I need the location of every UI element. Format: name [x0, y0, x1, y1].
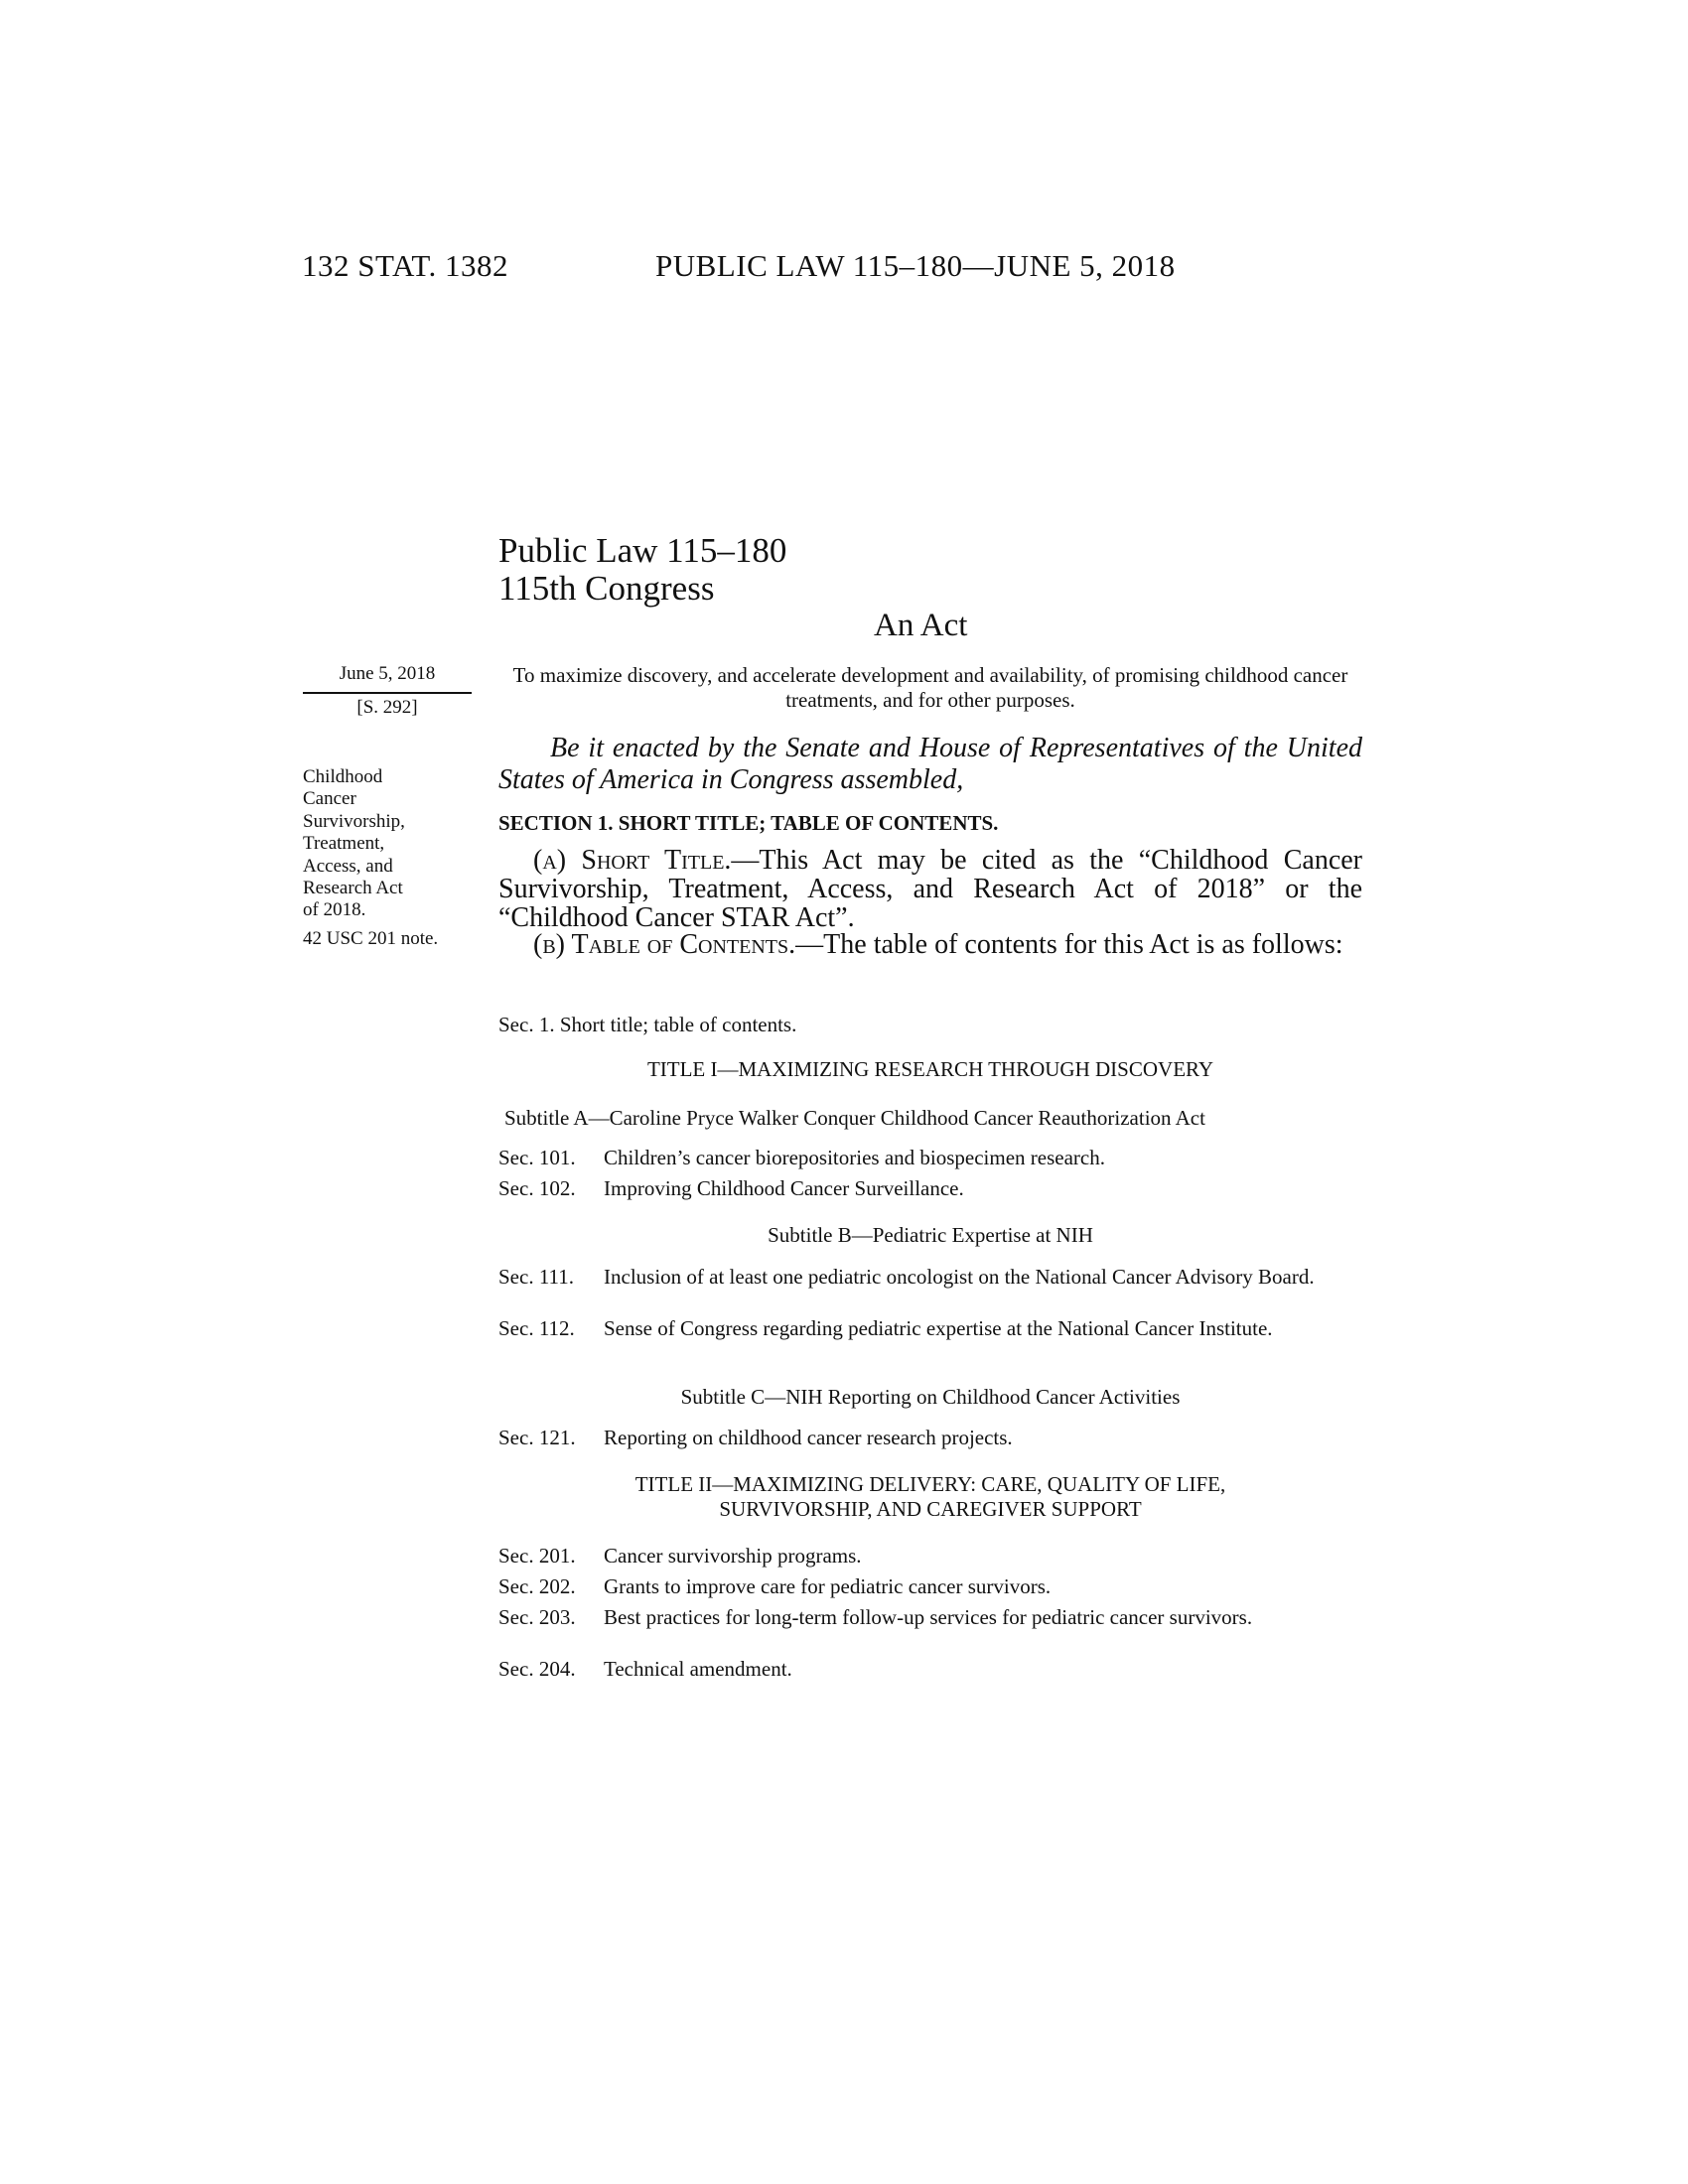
paragraph-b-label: (b) Table of Contents.: [533, 929, 796, 960]
margin-note-line: Research Act: [303, 878, 403, 899]
margin-note-line: of 2018.: [303, 899, 366, 921]
paragraph-a-short-title: [498, 846, 1362, 932]
toc-section-text: Cancer survivorship programs.: [604, 1544, 862, 1568]
margin-divider: [303, 692, 472, 694]
toc-subtitle-c: Subtitle C—NIH Reporting on Childhood Cancer Activities: [680, 1385, 1181, 1409]
section-1-heading: SECTION 1. SHORT TITLE; TABLE OF CONTENTS.: [498, 811, 999, 835]
toc-entry-sec-101: [498, 1147, 1362, 1169]
paragraph-a-text: —This Act may be cited as the “Childhood Cancer Survivorship, Treatment, Access, and Research Act of 2018” or the “Childhood Cancer STAR Act”.: [498, 845, 1362, 933]
toc-section-text: Inclusion of at least one pediatric oncologist on the National Cancer Advisory Board.: [604, 1265, 1315, 1289]
toc-section-text: Grants to improve care for pediatric cancer survivors.: [604, 1574, 1052, 1598]
toc-entry-sec-1: Sec. 1. Short title; table of contents.: [498, 1013, 797, 1036]
toc-entry-sec-201: [498, 1545, 1362, 1568]
law-title: Public Law 115–180: [498, 531, 787, 570]
toc-title-2-line-2: SURVIVORSHIP, AND CAREGIVER SUPPORT: [719, 1497, 1142, 1521]
toc-entry-sec-111: [498, 1266, 1362, 1289]
act-heading: An Act: [874, 608, 968, 643]
toc-section-number: Sec. 101.: [498, 1146, 576, 1169]
toc-entry-sec-204: [498, 1658, 1362, 1681]
page-stat-citation: 132 STAT. 1382: [302, 248, 509, 283]
toc-section-number: Sec. 202.: [498, 1574, 576, 1598]
toc-section-text: Children’s cancer biorepositories and biospecimen research.: [604, 1146, 1105, 1169]
margin-note-line: Survivorship,: [303, 810, 405, 832]
congress-number: 115th Congress: [498, 569, 715, 608]
toc-subtitle-a: Subtitle A—Caroline Pryce Walker Conquer Childhood Cancer Reauthorization Act: [504, 1106, 1205, 1130]
act-purpose: To maximize discovery, and accelerate development and availability, of promising childhood cancer treatments, and for other purposes.: [512, 663, 1348, 712]
toc-section-text: Reporting on childhood cancer research projects.: [604, 1426, 1013, 1449]
enacting-clause: Be it enacted by the Senate and House of Representatives of the United States of America in Congress assembled,: [498, 733, 1362, 795]
toc-section-text: Best practices for long-term follow-up services for pediatric cancer survivors.: [604, 1605, 1253, 1629]
toc-title-2-line-1: TITLE II—MAXIMIZING DELIVERY: CARE, QUALITY OF LIFE,: [634, 1472, 1226, 1496]
toc-section-number: Sec. 111.: [498, 1265, 575, 1289]
toc-subtitle-b: Subtitle B—Pediatric Expertise at NIH: [768, 1223, 1093, 1247]
margin-bill-number: [S. 292]: [356, 697, 418, 718]
toc-entry-sec-203: [498, 1606, 1362, 1629]
toc-section-text: Improving Childhood Cancer Surveillance.: [604, 1176, 964, 1200]
paragraph-b-text: —The table of contents for this Act is as follows:: [795, 929, 1343, 960]
toc-section-number: Sec. 112.: [498, 1316, 575, 1340]
toc-title-1: TITLE I—MAXIMIZING RESEARCH THROUGH DISCOVERY: [646, 1057, 1214, 1081]
margin-usc-note: 42 USC 201 note.: [303, 928, 439, 949]
toc-entry-sec-202: [498, 1575, 1362, 1598]
margin-date: June 5, 2018: [339, 663, 436, 684]
margin-note-line: Access, and: [303, 855, 393, 877]
running-header: PUBLIC LAW 115–180—JUNE 5, 2018: [655, 248, 1176, 283]
toc-section-number: Sec. 201.: [498, 1544, 576, 1568]
paragraph-b-table-of-contents: [498, 930, 1362, 959]
toc-entry-sec-121: [498, 1427, 1362, 1449]
toc-section-text: Sense of Congress regarding pediatric expertise at the National Cancer Institute.: [604, 1316, 1273, 1340]
toc-entry-sec-112: [498, 1317, 1362, 1340]
toc-entry-sec-102: [498, 1177, 1362, 1200]
margin-note-line: Childhood: [303, 766, 383, 787]
margin-short-title-note: [303, 766, 472, 922]
toc-section-number: Sec. 121.: [498, 1426, 576, 1449]
toc-section-number: Sec. 203.: [498, 1605, 576, 1629]
toc-section-text: Technical amendment.: [604, 1657, 792, 1681]
margin-note-line: Treatment,: [303, 833, 385, 855]
paragraph-a-label: (a) Short Title.: [533, 845, 732, 876]
toc-title-2: [498, 1472, 1362, 1522]
toc-section-number: Sec. 204.: [498, 1657, 576, 1681]
margin-note-line: Cancer: [303, 788, 356, 810]
toc-section-number: Sec. 102.: [498, 1176, 576, 1200]
